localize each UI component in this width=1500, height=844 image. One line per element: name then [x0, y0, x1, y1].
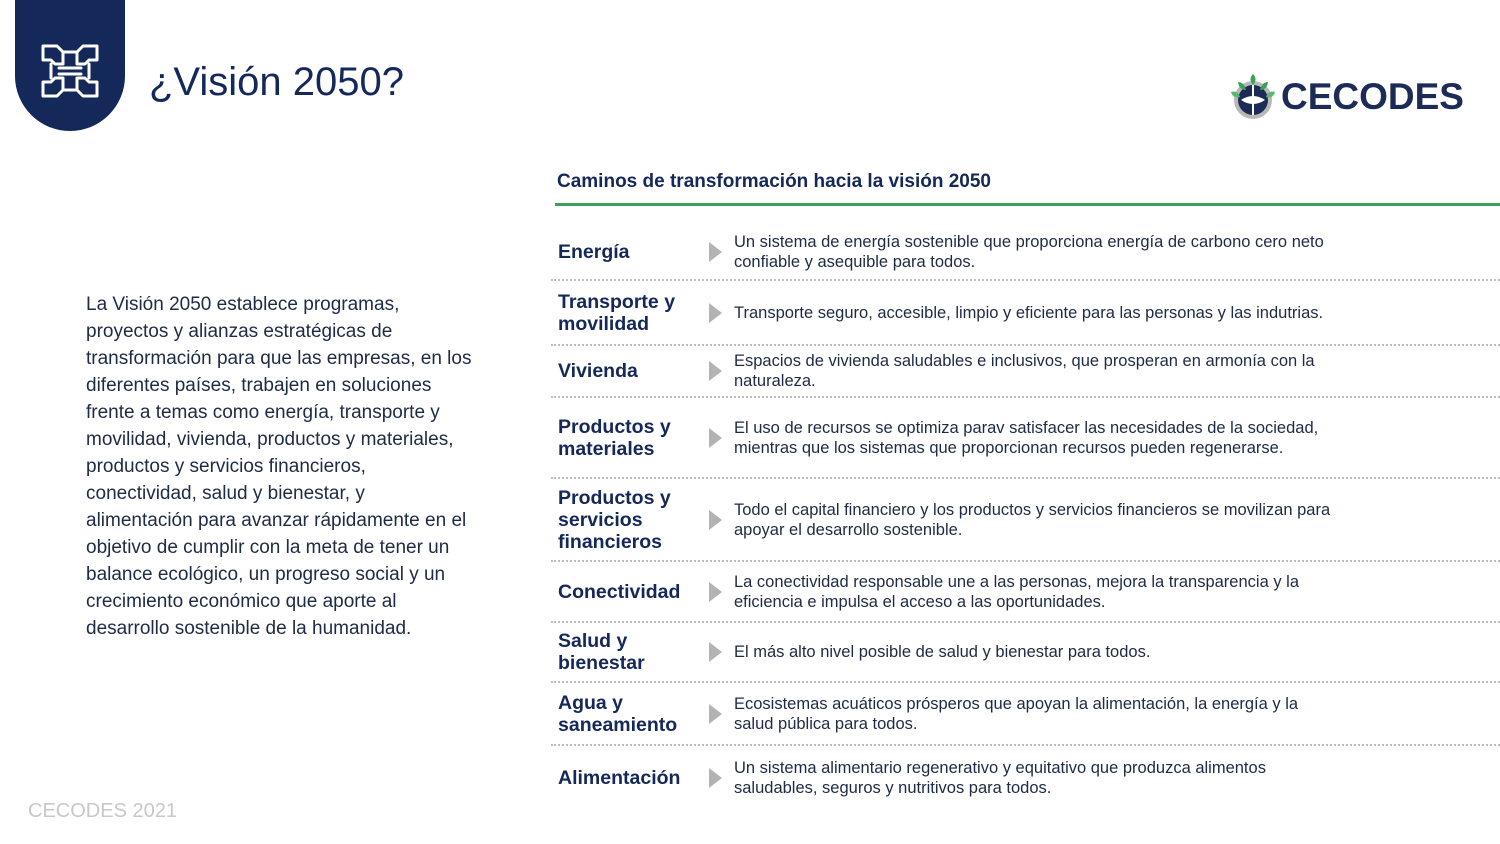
- pathway-label: Salud y bienestar: [558, 630, 645, 674]
- pathway-arrow-icon: [709, 704, 722, 724]
- pathway-label: Energía: [558, 241, 630, 263]
- pathway-arrow-icon: [709, 428, 722, 448]
- pathway-description: Ecosistemas acuáticos prósperos que apoyan la alimentación, la energía y la salud pública para todos.: [734, 694, 1299, 733]
- pathway-row: [551, 346, 1500, 398]
- pathway-label: Transporte y movilidad: [558, 290, 676, 335]
- pathway-arrow-icon: [709, 510, 722, 530]
- pathway-description: Todo el capital financiero y los productos y servicios financieros se movilizan para apoyar el desarrollo sostenible.: [734, 500, 1331, 539]
- globe-leaves-logo-icon: [1228, 72, 1280, 124]
- pathway-arrow-icon: [709, 361, 722, 381]
- pathway-row: [551, 746, 1500, 810]
- pathway-arrow-icon: [709, 242, 722, 262]
- pathway-label: Alimentación: [558, 767, 681, 789]
- pathway-description: Un sistema alimentario regenerativo y equitativo que produzca alimentos saludables, seguros y nutritivos para todos.: [734, 759, 1266, 797]
- pathway-row: [551, 281, 1500, 346]
- pathway-label: Productos y materiales: [558, 415, 671, 460]
- footer-copyright: CECODES 2021: [28, 800, 177, 822]
- pathway-arrow-icon: [709, 303, 722, 323]
- pathway-arrow-icon: [709, 642, 722, 662]
- pathway-label: Agua y saneamiento: [558, 691, 678, 736]
- pathway-row: [551, 623, 1500, 683]
- pathway-row: [551, 225, 1500, 281]
- pathway-row: [551, 562, 1500, 623]
- header-badge: [15, 0, 125, 131]
- intro-paragraph: La Visión 2050 establece programas, proyectos y alianzas estratégicas de transformación para que las empresas, en los diferentes países, trabajen en soluciones frente a temas como energía, transporte y movilidad, vivienda, productos y materiales, productos y servicios financieros, conectividad, salud y bienestar, y alimentación para avanzar rápidamente en el objetivo de cumplir con la meta de tener un balance ecológico, un progreso social y un crecimiento económico que aporte al desarrollo sostenible de la humanidad.: [86, 294, 472, 639]
- pathway-row: [551, 683, 1500, 746]
- pathway-description: Un sistema de energía sostenible que proporciona energía de carbono cero neto confiable y asequible para todos.: [734, 233, 1324, 271]
- pathway-label: Vivienda: [558, 360, 638, 382]
- pathway-description: El uso de recursos se optimiza parav satisfacer las necesidades de la sociedad, mientras que los sistemas que proporcionan recursos pueden regenerarse.: [734, 418, 1319, 457]
- hands-together-icon: [37, 38, 103, 104]
- pathway-label: Conectividad: [558, 580, 681, 603]
- pathway-arrow-icon: [709, 768, 722, 788]
- pathway-row: [551, 398, 1500, 479]
- brand-name: CECODES: [1281, 76, 1464, 117]
- pathway-label: Productos y servicios financieros: [558, 486, 671, 553]
- pathway-description: Transporte seguro, accesible, limpio y eficiente para las personas y las indutrias.: [734, 303, 1324, 322]
- brand-logo[interactable]: [1228, 72, 1464, 124]
- section-divider: [555, 203, 1500, 206]
- page-title: ¿Visión 2050?: [149, 60, 404, 104]
- pathway-description: Espacios de vivienda saludables e inclusivos, que prosperan en armonía con la naturaleza.: [734, 352, 1315, 390]
- section-title: Caminos de transformación hacia la visión 2050: [557, 171, 991, 192]
- pathway-description: El más alto nivel posible de salud y bienestar para todos.: [734, 643, 1151, 661]
- pathway-arrow-icon: [709, 582, 722, 602]
- pathway-row: [551, 479, 1500, 562]
- pathway-description: La conectividad responsable une a las personas, mejora la transparencia y la eficiencia e impulsa el acceso a las oportunidades.: [734, 572, 1300, 611]
